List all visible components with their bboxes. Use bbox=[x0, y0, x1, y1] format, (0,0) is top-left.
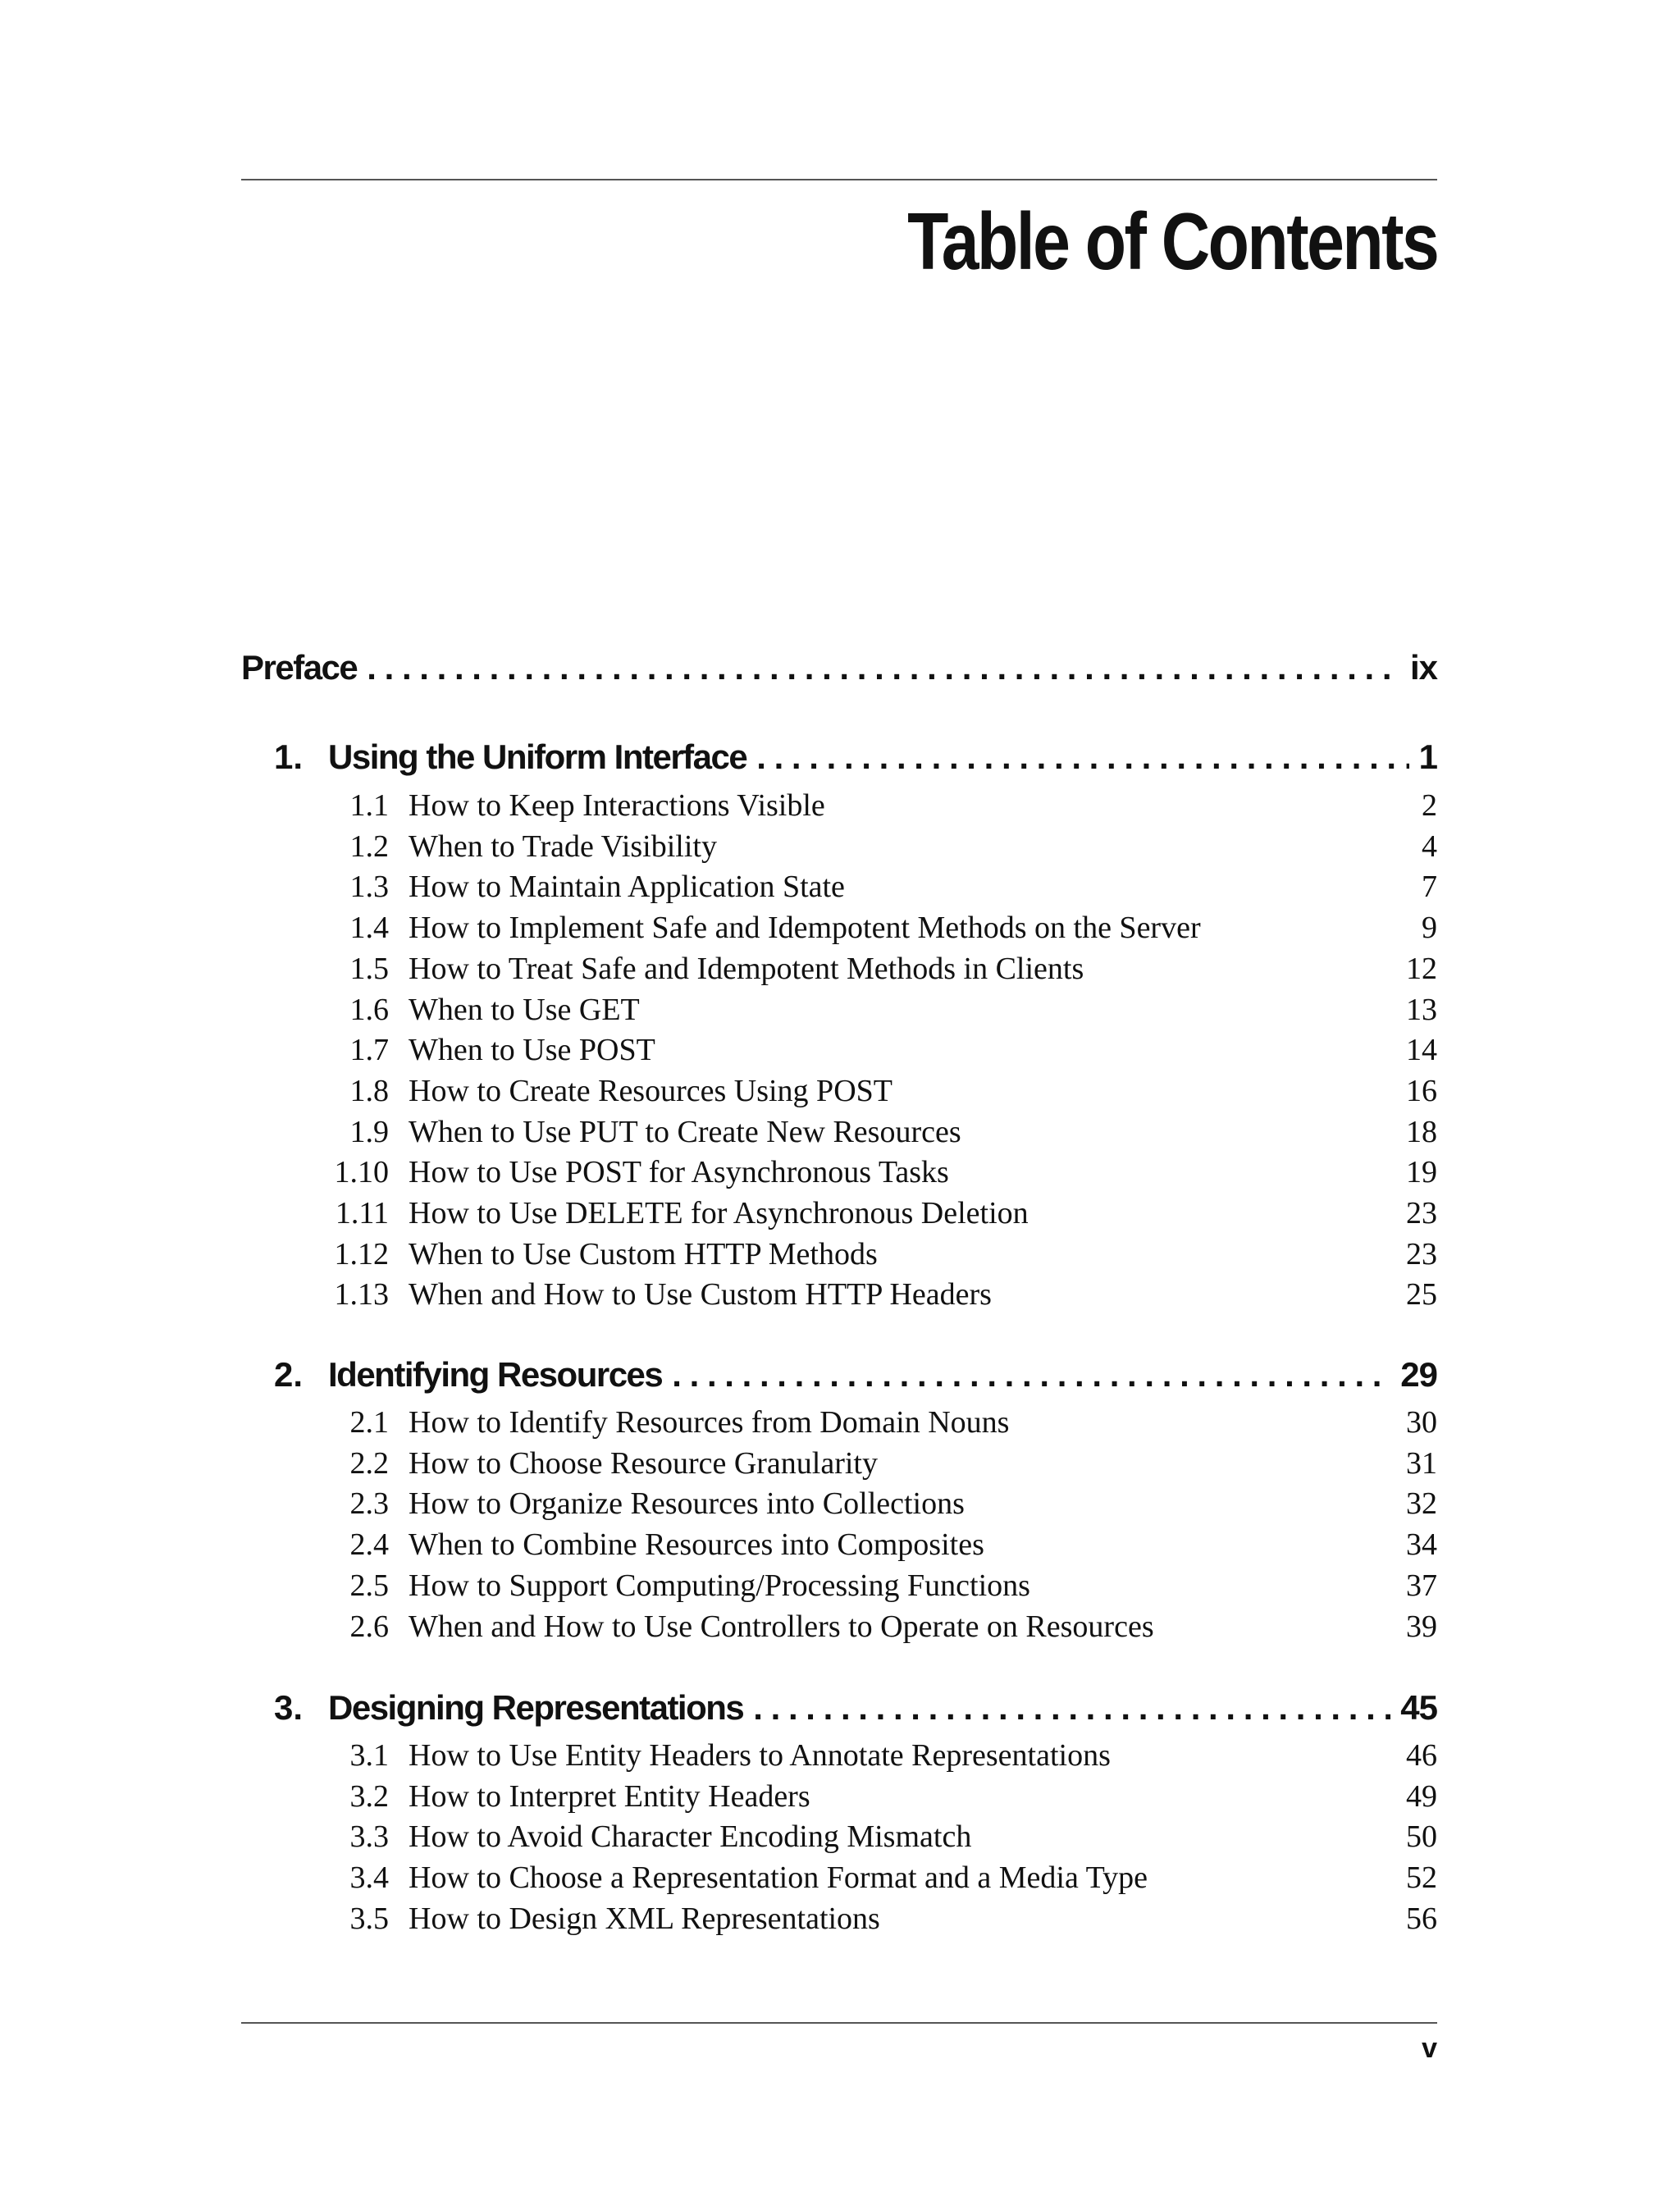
section-page: 4 bbox=[1422, 829, 1437, 864]
section-page: 49 bbox=[1406, 1778, 1437, 1814]
section-page: 23 bbox=[1406, 1196, 1437, 1230]
preface-label: Preface bbox=[241, 648, 358, 687]
toc-section-row[interactable] bbox=[241, 1445, 1437, 1486]
toc-section-row[interactable] bbox=[241, 1404, 1437, 1445]
section-number: 3.5 bbox=[349, 1901, 389, 1936]
section-title: When and How to Use Controllers to Operate on Resources bbox=[409, 1609, 1154, 1644]
section-page: 14 bbox=[1406, 1033, 1437, 1068]
toc-section-row[interactable] bbox=[241, 910, 1437, 951]
section-number: 1.10 bbox=[334, 1155, 389, 1190]
section-number: 1.13 bbox=[334, 1277, 389, 1312]
chapter-number: 3. bbox=[274, 1688, 304, 1727]
toc-section-row[interactable] bbox=[241, 1568, 1437, 1609]
section-title: How to Implement Safe and Idempotent Methods on the Server bbox=[409, 911, 1201, 946]
chapter-title: Designing Representations bbox=[328, 1688, 744, 1727]
section-page: 9 bbox=[1422, 911, 1437, 946]
section-page: 39 bbox=[1406, 1609, 1437, 1644]
section-page: 37 bbox=[1406, 1568, 1437, 1603]
dot-leader bbox=[367, 648, 1400, 687]
section-title: How to Choose Resource Granularity bbox=[409, 1445, 878, 1481]
section-number: 1.3 bbox=[349, 870, 389, 905]
section-page: 25 bbox=[1406, 1277, 1437, 1312]
section-number: 2.5 bbox=[349, 1568, 389, 1603]
chapter-page: 1 bbox=[1418, 737, 1437, 776]
section-title: How to Use DELETE for Asynchronous Deletion bbox=[409, 1196, 1029, 1230]
section-title: When to Use PUT to Create New Resources bbox=[409, 1114, 961, 1149]
section-number: 1.2 bbox=[349, 829, 389, 864]
section-number: 2.4 bbox=[349, 1527, 389, 1563]
section-page: 13 bbox=[1406, 992, 1437, 1027]
section-title: How to Treat Safe and Idempotent Methods in Clients bbox=[409, 951, 1084, 986]
section-page: 16 bbox=[1406, 1073, 1437, 1108]
section-number: 3.2 bbox=[349, 1778, 389, 1814]
section-title: How to Use POST for Asynchronous Tasks bbox=[409, 1155, 949, 1190]
section-number: 1.8 bbox=[349, 1073, 389, 1108]
section-number: 2.1 bbox=[349, 1405, 389, 1440]
section-title: How to Design XML Representations bbox=[409, 1901, 880, 1936]
section-page: 32 bbox=[1406, 1486, 1437, 1522]
section-title: When to Combine Resources into Composites bbox=[409, 1527, 984, 1563]
toc-section-row[interactable] bbox=[241, 1032, 1437, 1073]
section-title: How to Avoid Character Encoding Mismatch bbox=[409, 1819, 972, 1855]
chapter-title: Identifying Resources bbox=[328, 1355, 663, 1394]
dot-leader bbox=[756, 737, 1408, 777]
section-title: When to Use POST bbox=[409, 1033, 655, 1068]
toc-section-row[interactable] bbox=[241, 1737, 1437, 1778]
section-title: When to Trade Visibility bbox=[409, 829, 717, 864]
section-page: 50 bbox=[1406, 1819, 1437, 1855]
toc-section-row[interactable] bbox=[241, 869, 1437, 910]
chapter-number: 1. bbox=[274, 737, 304, 776]
toc-entry-preface[interactable] bbox=[241, 648, 1437, 694]
bottom-rule bbox=[241, 2022, 1437, 2024]
section-page: 31 bbox=[1406, 1445, 1437, 1481]
toc-section-row[interactable] bbox=[241, 1778, 1437, 1819]
section-page: 12 bbox=[1406, 951, 1437, 986]
page-number: v bbox=[1422, 2033, 1437, 2064]
chapter-number: 2. bbox=[274, 1355, 304, 1394]
dot-leader bbox=[672, 1355, 1390, 1395]
toc-section-row[interactable] bbox=[241, 1486, 1437, 1527]
preface-page: ix bbox=[1409, 648, 1437, 687]
section-page: 2 bbox=[1422, 788, 1437, 823]
section-page: 56 bbox=[1406, 1901, 1437, 1936]
section-page: 52 bbox=[1406, 1860, 1437, 1896]
section-title: How to Identify Resources from Domain Nouns bbox=[409, 1405, 1010, 1440]
chapter-page: 29 bbox=[1400, 1355, 1437, 1394]
toc-section-row[interactable] bbox=[241, 1901, 1437, 1942]
toc-section-row[interactable] bbox=[241, 1527, 1437, 1568]
toc-chapter-1[interactable] bbox=[241, 737, 1437, 783]
toc-section-row[interactable] bbox=[241, 1236, 1437, 1277]
section-number: 1.5 bbox=[349, 951, 389, 986]
chapter-page: 45 bbox=[1400, 1688, 1437, 1727]
section-title: How to Create Resources Using POST bbox=[409, 1073, 892, 1108]
toc-section-row[interactable] bbox=[241, 829, 1437, 870]
toc-section-row[interactable] bbox=[241, 1609, 1437, 1650]
section-page: 34 bbox=[1406, 1527, 1437, 1563]
toc-section-row[interactable] bbox=[241, 788, 1437, 829]
section-number: 2.3 bbox=[349, 1486, 389, 1522]
section-number: 1.7 bbox=[349, 1033, 389, 1068]
toc-section-row[interactable] bbox=[241, 1276, 1437, 1317]
section-page: 46 bbox=[1406, 1738, 1437, 1773]
section-title: How to Choose a Representation Format and a Media Type bbox=[409, 1860, 1148, 1896]
toc-section-row[interactable] bbox=[241, 1154, 1437, 1195]
section-number: 3.1 bbox=[349, 1738, 389, 1773]
toc-chapter-3[interactable] bbox=[241, 1688, 1437, 1734]
section-page: 19 bbox=[1406, 1155, 1437, 1190]
section-number: 3.3 bbox=[349, 1819, 389, 1855]
section-title: How to Maintain Application State bbox=[409, 870, 845, 905]
toc-chapter-2[interactable] bbox=[241, 1355, 1437, 1401]
toc-section-row[interactable] bbox=[241, 1860, 1437, 1901]
section-number: 1.12 bbox=[334, 1236, 389, 1271]
section-number: 1.11 bbox=[335, 1196, 389, 1230]
section-title: How to Interpret Entity Headers bbox=[409, 1778, 810, 1814]
toc-section-row[interactable] bbox=[241, 1195, 1437, 1236]
section-title: How to Use Entity Headers to Annotate Representations bbox=[409, 1738, 1111, 1773]
section-title: How to Support Computing/Processing Functions bbox=[409, 1568, 1030, 1603]
section-number: 1.4 bbox=[349, 911, 389, 946]
toc-section-row[interactable] bbox=[241, 1114, 1437, 1155]
section-title: When to Use GET bbox=[409, 992, 640, 1027]
dot-leader bbox=[753, 1688, 1390, 1728]
section-title: When and How to Use Custom HTTP Headers bbox=[409, 1277, 992, 1312]
section-page: 23 bbox=[1406, 1236, 1437, 1271]
page-title: Table of Contents bbox=[906, 196, 1437, 286]
section-number: 1.1 bbox=[349, 788, 389, 823]
toc-section-row[interactable] bbox=[241, 951, 1437, 992]
chapter-title: Using the Uniform Interface bbox=[328, 737, 747, 776]
section-number: 1.9 bbox=[349, 1114, 389, 1149]
section-number: 2.6 bbox=[349, 1609, 389, 1644]
section-page: 30 bbox=[1406, 1405, 1437, 1440]
section-page: 7 bbox=[1422, 870, 1437, 905]
section-title: When to Use Custom HTTP Methods bbox=[409, 1236, 878, 1271]
toc-section-row[interactable] bbox=[241, 992, 1437, 1033]
toc-section-row[interactable] bbox=[241, 1819, 1437, 1860]
section-number: 1.6 bbox=[349, 992, 389, 1027]
section-number: 2.2 bbox=[349, 1445, 389, 1481]
section-page: 18 bbox=[1406, 1114, 1437, 1149]
section-number: 3.4 bbox=[349, 1860, 389, 1896]
section-title: How to Organize Resources into Collections bbox=[409, 1486, 965, 1522]
section-title: How to Keep Interactions Visible bbox=[409, 788, 825, 823]
top-rule bbox=[241, 179, 1437, 180]
toc-section-row[interactable] bbox=[241, 1073, 1437, 1114]
